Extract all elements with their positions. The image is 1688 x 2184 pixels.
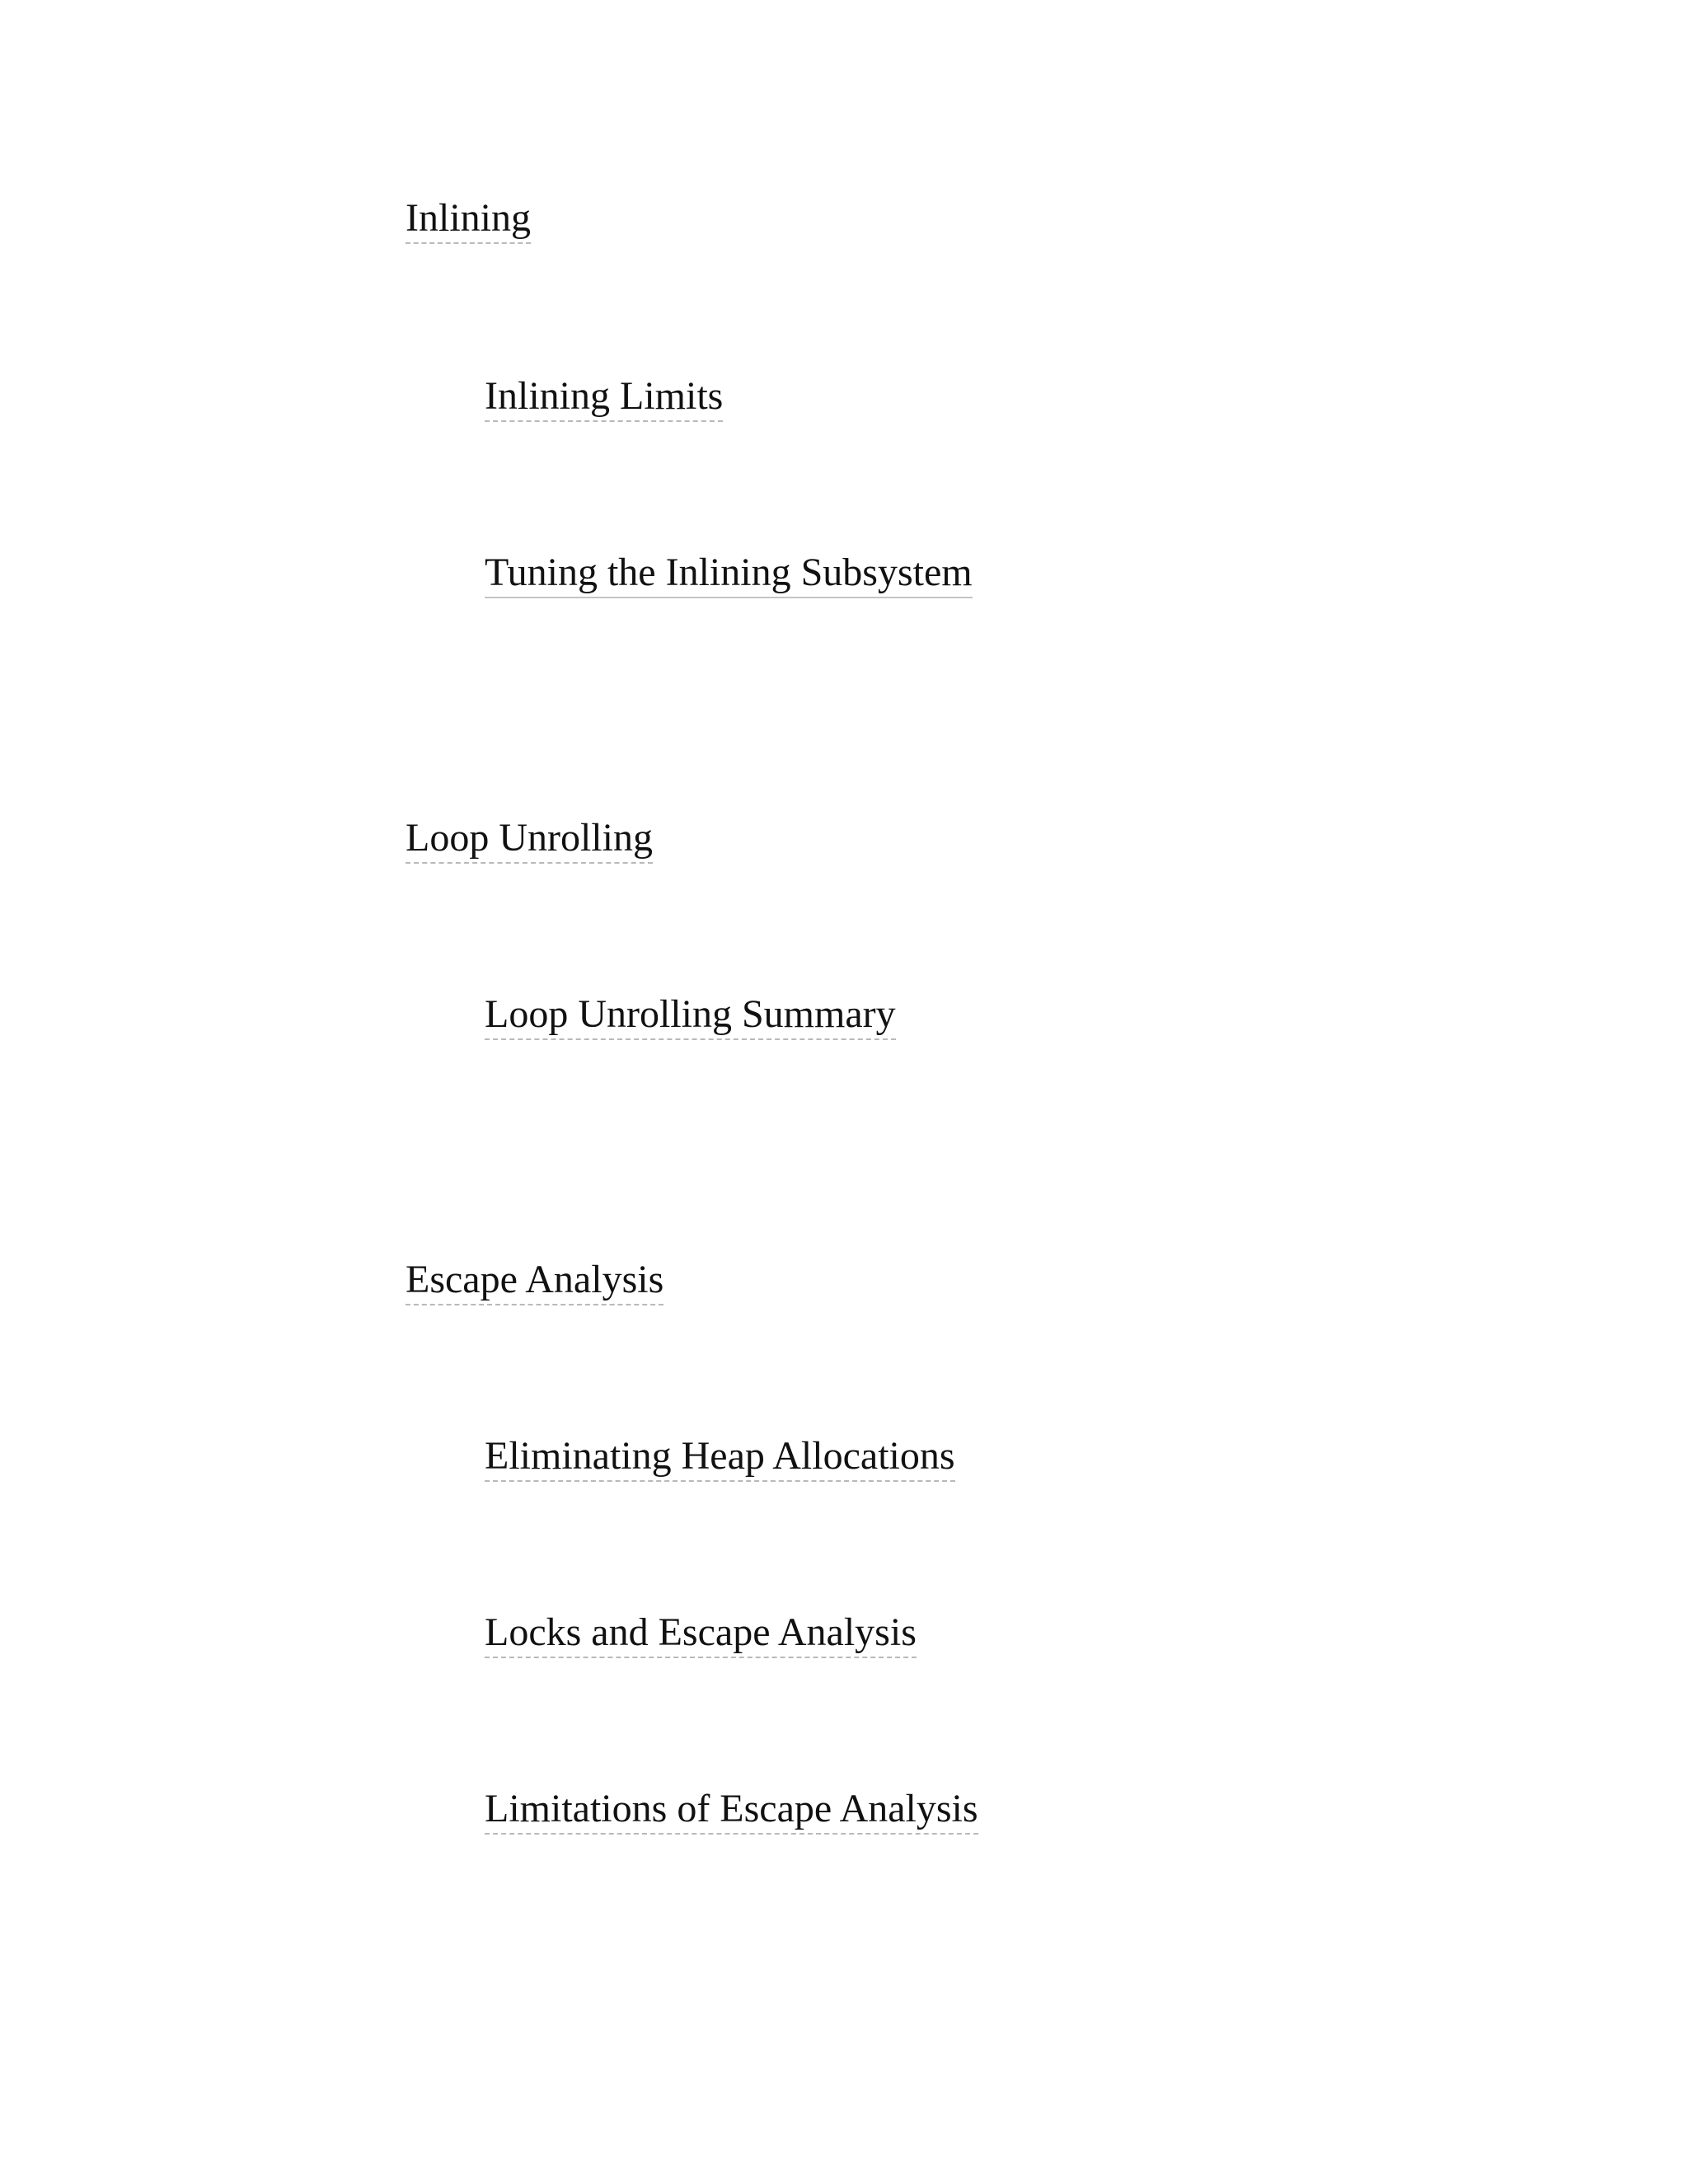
toc-link-limitations-escape[interactable]: Limitations of Escape Analysis xyxy=(485,1785,978,1835)
toc-link-tuning-inlining[interactable]: Tuning the Inlining Subsystem xyxy=(485,549,973,598)
toc-link-inlining-limits[interactable]: Inlining Limits xyxy=(485,373,723,422)
toc-link-eliminating-heap[interactable]: Eliminating Heap Allocations xyxy=(485,1432,955,1482)
toc-link-locks-escape[interactable]: Locks and Escape Analysis xyxy=(485,1609,917,1658)
toc-link-loop-unrolling-summary[interactable]: Loop Unrolling Summary xyxy=(485,991,896,1040)
toc-link-loop-unrolling[interactable]: Loop Unrolling xyxy=(406,814,653,864)
toc-link-inlining[interactable]: Inlining xyxy=(406,194,531,244)
toc-link-escape-analysis[interactable]: Escape Analysis xyxy=(406,1256,663,1305)
